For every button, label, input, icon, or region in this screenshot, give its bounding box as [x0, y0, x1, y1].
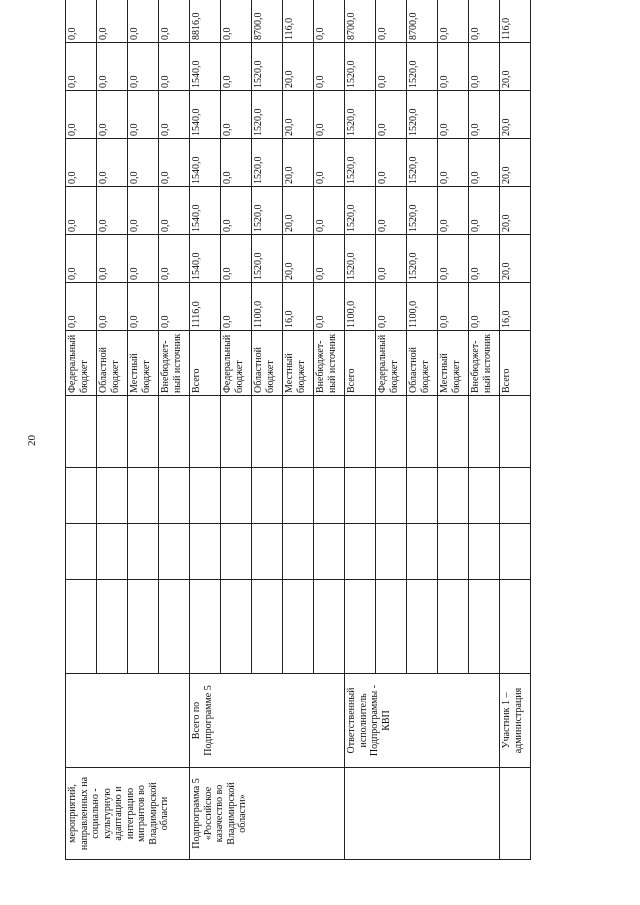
- value-cell: 16,0: [283, 283, 314, 331]
- funding-source-cell: Областной бюджет: [407, 331, 438, 396]
- program-name-cell: мероприятий, направленных на социально - культурную адаптацию и интеграцию мигрантов во Владимирской области: [66, 768, 190, 860]
- value-cell: 0,0: [376, 235, 407, 283]
- empty-cell: [283, 524, 314, 580]
- empty-cell: [469, 580, 500, 674]
- table-row: [500, 0, 531, 860]
- value-cell: 1520,0: [407, 139, 438, 187]
- value-cell: 0,0: [128, 91, 159, 139]
- empty-cell: [221, 396, 252, 468]
- table-row: [345, 0, 376, 860]
- funding-source-cell: Внебюджет-ный источник: [314, 331, 345, 396]
- funding-source-cell: Областной бюджет: [97, 331, 128, 396]
- value-cell: 1520,0: [407, 235, 438, 283]
- value-cell: 0,0: [438, 283, 469, 331]
- value-cell: 0,0: [128, 0, 159, 43]
- empty-cell: [345, 580, 376, 674]
- empty-cell: [500, 396, 531, 468]
- empty-cell: [190, 468, 221, 524]
- value-cell: 0,0: [314, 0, 345, 43]
- value-cell: 20,0: [500, 235, 531, 283]
- empty-cell: [345, 396, 376, 468]
- value-cell: 1100,0: [407, 283, 438, 331]
- value-cell: 0,0: [376, 0, 407, 43]
- value-cell: 1520,0: [252, 187, 283, 235]
- empty-cell: [376, 580, 407, 674]
- value-cell: 0,0: [376, 139, 407, 187]
- empty-cell: [376, 524, 407, 580]
- value-cell: 1540,0: [190, 187, 221, 235]
- empty-cell: [159, 468, 190, 524]
- empty-cell: [221, 524, 252, 580]
- empty-cell: [252, 396, 283, 468]
- empty-cell: [438, 468, 469, 524]
- value-cell: 1520,0: [407, 91, 438, 139]
- value-cell: 0,0: [314, 283, 345, 331]
- value-cell: 0,0: [438, 43, 469, 91]
- value-cell: 0,0: [376, 283, 407, 331]
- value-cell: 20,0: [500, 139, 531, 187]
- value-cell: 16,0: [500, 283, 531, 331]
- value-cell: 0,0: [221, 187, 252, 235]
- value-cell: 1520,0: [407, 43, 438, 91]
- value-cell: 0,0: [128, 283, 159, 331]
- empty-cell: [500, 580, 531, 674]
- value-cell: 0,0: [97, 187, 128, 235]
- value-cell: 0,0: [66, 43, 97, 91]
- funding-source-cell: Местный бюджет: [128, 331, 159, 396]
- value-cell: 0,0: [438, 0, 469, 43]
- funding-source-cell: Местный бюджет: [283, 331, 314, 396]
- value-cell: 0,0: [221, 235, 252, 283]
- empty-cell: [97, 580, 128, 674]
- value-cell: 0,0: [314, 91, 345, 139]
- funding-source-cell: Федеральный бюджет: [221, 331, 252, 396]
- value-cell: 1540,0: [190, 43, 221, 91]
- value-cell: 1520,0: [252, 235, 283, 283]
- value-cell: 20,0: [283, 43, 314, 91]
- value-cell: 20,0: [283, 187, 314, 235]
- funding-source-cell: Всего: [345, 331, 376, 396]
- funding-source-cell: Внебюджет-ный источник: [469, 331, 500, 396]
- value-cell: 0,0: [128, 187, 159, 235]
- value-cell: 0,0: [376, 187, 407, 235]
- value-cell: 116,0: [500, 0, 531, 43]
- value-cell: 20,0: [500, 187, 531, 235]
- empty-cell: [128, 580, 159, 674]
- value-cell: 0,0: [438, 139, 469, 187]
- value-cell: 20,0: [283, 139, 314, 187]
- value-cell: 1520,0: [345, 91, 376, 139]
- empty-cell: [128, 396, 159, 468]
- value-cell: 1540,0: [190, 91, 221, 139]
- empty-cell: [97, 524, 128, 580]
- value-cell: 0,0: [438, 91, 469, 139]
- empty-cell: [190, 396, 221, 468]
- value-cell: 0,0: [221, 139, 252, 187]
- value-cell: 1116,0: [190, 283, 221, 331]
- program-name-cell: [500, 768, 531, 860]
- value-cell: 0,0: [469, 235, 500, 283]
- funding-source-cell: Всего: [190, 331, 221, 396]
- value-cell: 0,0: [128, 139, 159, 187]
- value-cell: 0,0: [469, 43, 500, 91]
- empty-cell: [190, 580, 221, 674]
- empty-cell: [438, 524, 469, 580]
- value-cell: 0,0: [314, 139, 345, 187]
- empty-cell: [66, 468, 97, 524]
- empty-cell: [314, 396, 345, 468]
- empty-cell: [283, 396, 314, 468]
- funding-source-cell: Внебюджет-ный источник: [159, 331, 190, 396]
- value-cell: 0,0: [97, 283, 128, 331]
- empty-cell: [97, 468, 128, 524]
- value-cell: 0,0: [128, 235, 159, 283]
- value-cell: 0,0: [97, 0, 128, 43]
- value-cell: 1540,0: [190, 235, 221, 283]
- value-cell: 0,0: [221, 91, 252, 139]
- value-cell: 0,0: [97, 43, 128, 91]
- funding-source-cell: Областной бюджет: [252, 331, 283, 396]
- empty-cell: [252, 524, 283, 580]
- value-cell: 8700,0: [252, 0, 283, 43]
- empty-cell: [438, 396, 469, 468]
- executor-cell: Всего по Подпрограмме 5: [190, 674, 345, 768]
- value-cell: 1520,0: [252, 43, 283, 91]
- value-cell: 0,0: [66, 139, 97, 187]
- program-name-cell: [345, 768, 500, 860]
- value-cell: 0,0: [438, 235, 469, 283]
- budget-table: [65, 0, 531, 860]
- value-cell: 1520,0: [345, 235, 376, 283]
- empty-cell: [283, 580, 314, 674]
- executor-cell: Участник 1 – администрация: [500, 674, 531, 768]
- value-cell: 1520,0: [252, 139, 283, 187]
- value-cell: 0,0: [469, 139, 500, 187]
- value-cell: 20,0: [500, 43, 531, 91]
- empty-cell: [345, 524, 376, 580]
- empty-cell: [314, 580, 345, 674]
- funding-source-cell: Местный бюджет: [438, 331, 469, 396]
- executor-cell: Ответственный исполнитель Подпрограммы - КВП: [345, 674, 500, 768]
- empty-cell: [500, 524, 531, 580]
- value-cell: 0,0: [376, 91, 407, 139]
- value-cell: 8700,0: [345, 0, 376, 43]
- value-cell: 116,0: [283, 0, 314, 43]
- value-cell: 0,0: [159, 139, 190, 187]
- value-cell: 0,0: [469, 283, 500, 331]
- value-cell: 1520,0: [345, 187, 376, 235]
- value-cell: 0,0: [314, 187, 345, 235]
- empty-cell: [469, 396, 500, 468]
- value-cell: 0,0: [159, 283, 190, 331]
- value-cell: 0,0: [159, 0, 190, 43]
- value-cell: 0,0: [221, 0, 252, 43]
- empty-cell: [407, 468, 438, 524]
- empty-cell: [252, 580, 283, 674]
- table-row: [66, 0, 97, 860]
- empty-cell: [345, 468, 376, 524]
- value-cell: 0,0: [66, 235, 97, 283]
- empty-cell: [159, 524, 190, 580]
- value-cell: 0,0: [376, 43, 407, 91]
- value-cell: 1520,0: [252, 91, 283, 139]
- page-number: 20: [26, 435, 38, 446]
- value-cell: 0,0: [97, 139, 128, 187]
- value-cell: 0,0: [314, 43, 345, 91]
- empty-cell: [407, 524, 438, 580]
- value-cell: 0,0: [469, 0, 500, 43]
- empty-cell: [283, 468, 314, 524]
- empty-cell: [314, 524, 345, 580]
- value-cell: 0,0: [469, 187, 500, 235]
- value-cell: 20,0: [500, 91, 531, 139]
- value-cell: 8816,0: [190, 0, 221, 43]
- value-cell: 0,0: [469, 91, 500, 139]
- empty-cell: [221, 580, 252, 674]
- value-cell: 20,0: [283, 235, 314, 283]
- value-cell: 1100,0: [345, 283, 376, 331]
- value-cell: 0,0: [159, 43, 190, 91]
- empty-cell: [97, 396, 128, 468]
- value-cell: 0,0: [66, 91, 97, 139]
- value-cell: 1520,0: [345, 43, 376, 91]
- value-cell: 0,0: [97, 235, 128, 283]
- empty-cell: [500, 468, 531, 524]
- value-cell: 0,0: [159, 91, 190, 139]
- empty-cell: [159, 580, 190, 674]
- empty-cell: [66, 524, 97, 580]
- table-row: [190, 0, 221, 860]
- value-cell: 0,0: [314, 235, 345, 283]
- value-cell: 20,0: [283, 91, 314, 139]
- empty-cell: [190, 524, 221, 580]
- empty-cell: [128, 524, 159, 580]
- empty-cell: [407, 580, 438, 674]
- empty-cell: [469, 468, 500, 524]
- value-cell: 0,0: [97, 91, 128, 139]
- empty-cell: [221, 468, 252, 524]
- empty-cell: [159, 396, 190, 468]
- value-cell: 0,0: [221, 283, 252, 331]
- value-cell: 0,0: [66, 283, 97, 331]
- value-cell: 8700,0: [407, 0, 438, 43]
- program-name-cell: Подпрограмма 5 «Российское казачество во Владимирской области»: [190, 768, 345, 860]
- empty-cell: [252, 468, 283, 524]
- value-cell: 0,0: [438, 187, 469, 235]
- empty-cell: [128, 468, 159, 524]
- empty-cell: [376, 396, 407, 468]
- value-cell: 0,0: [159, 235, 190, 283]
- empty-cell: [376, 468, 407, 524]
- value-cell: 1520,0: [407, 187, 438, 235]
- value-cell: 0,0: [128, 43, 159, 91]
- empty-cell: [66, 396, 97, 468]
- executor-cell: [66, 674, 190, 768]
- value-cell: 1100,0: [252, 283, 283, 331]
- funding-source-cell: Федеральный бюджет: [376, 331, 407, 396]
- value-cell: 1540,0: [190, 139, 221, 187]
- value-cell: 0,0: [221, 43, 252, 91]
- value-cell: 0,0: [159, 187, 190, 235]
- funding-source-cell: Федеральный бюджет: [66, 331, 97, 396]
- value-cell: 1520,0: [345, 139, 376, 187]
- value-cell: 0,0: [66, 187, 97, 235]
- empty-cell: [66, 580, 97, 674]
- funding-source-cell: Всего: [500, 331, 531, 396]
- rotated-table-container: [65, 12, 585, 860]
- empty-cell: [314, 468, 345, 524]
- empty-cell: [438, 580, 469, 674]
- empty-cell: [469, 524, 500, 580]
- value-cell: 0,0: [66, 0, 97, 43]
- empty-cell: [407, 396, 438, 468]
